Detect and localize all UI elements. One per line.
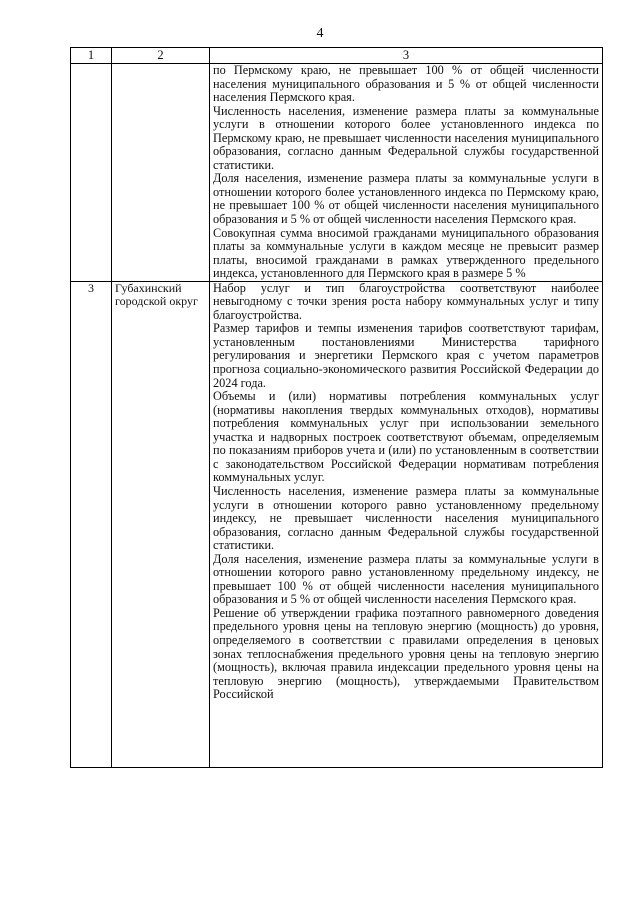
- page-number: 4: [316, 26, 324, 41]
- paragraph: Совокупная сумма вносимой гражданами муниципального образования платы за коммунальные услуги в каждом месяце не превысит размер платы, вносимой гражданами в рамках утвержденного предельного индекса, установленного для Пермского края в размере 5 %: [213, 225, 599, 281]
- paragraph: Размер тарифов и темпы изменения тарифов соответствуют тарифам, установленным постановлениями Министерства тарифного регулирования и энергетики Пермского края с учетом параметров прогноза социально-экономического развития Российской Федерации до 2024 года.: [213, 321, 599, 390]
- table-row-continued: [71, 64, 603, 282]
- row-name-cell: Губахинский городской округ: [112, 281, 210, 767]
- header-col-2: 2: [112, 48, 210, 64]
- paragraph: Решение об утверждении графика поэтапного равномерного доведения предельного уровня цены на тепловую энергию (мощность) до уровня, определяемого в соответствии с правилами определения в ценовых зонах теплоснабжения предельного уровня цены на тепловую энергию (мощность), включая правила индексации предельного уровня цены на тепловую энергию (мощность), утверждаемыми Правительством Российской: [213, 605, 599, 702]
- document-table: [70, 47, 603, 768]
- header-col-3: 3: [210, 48, 603, 64]
- row-number-cell: 3: [71, 281, 112, 767]
- paragraph: Доля населения, изменение размера платы за коммунальные услуги в отношении которого равно установленному предельному индексу, не превышает 100 % от общей численности населения муниципального образования и 5 % от общей численности населения Пермского края.: [213, 551, 599, 607]
- paragraph: Объемы и (или) нормативы потребления коммунальных услуг (нормативы накопления твердых коммунальных отходов), нормативы потребления коммунальных услуг при использовании земельного участка и надворных построек соответствуют объемам, определяемым по показаниям приборов учета и (или) по установленным в соответствии с законодательством Российской Федерации нормативам потребления коммунальных услуг.: [213, 389, 599, 485]
- row-number-cell: [71, 64, 112, 282]
- table-header-row: [71, 48, 603, 64]
- header-col-1: 1: [71, 48, 112, 64]
- table-row-3: [71, 281, 603, 767]
- row-name-cell: [112, 64, 210, 282]
- row-content-cell: [210, 64, 603, 282]
- paragraph: Численность населения, изменение размера платы за коммунальные услуги в отношении которого более установленного индекса по Пермскому краю, не превышает численности населения муниципального образования, согласно данным Федеральной службы государственной статистики.: [213, 103, 599, 172]
- paragraph: Набор услуг и тип благоустройства соответствуют наиболее невыгодному с точки зрения роста набору коммунальных услуг и типу благоустройства.: [213, 281, 599, 322]
- paragraph: Доля населения, изменение размера платы за коммунальные услуги в отношении которого более установленного индекса по Пермскому краю, не превышает 100 % от общей численности населения муниципального образования и 5 % от общей численности населения Пермского края.: [213, 171, 599, 227]
- row-content-cell: [210, 281, 603, 767]
- paragraph: Численность населения, изменение размера платы за коммунальные услуги в отношении которого равно установленному предельному индексу, не превышает численности населения муниципального образования, согласно данным Федеральной службы государственной статистики.: [213, 483, 599, 553]
- paragraph: по Пермскому краю, не превышает 100 % от общей численности населения муниципального образования и 5 % от общей численности населения Пермского края.: [213, 63, 599, 105]
